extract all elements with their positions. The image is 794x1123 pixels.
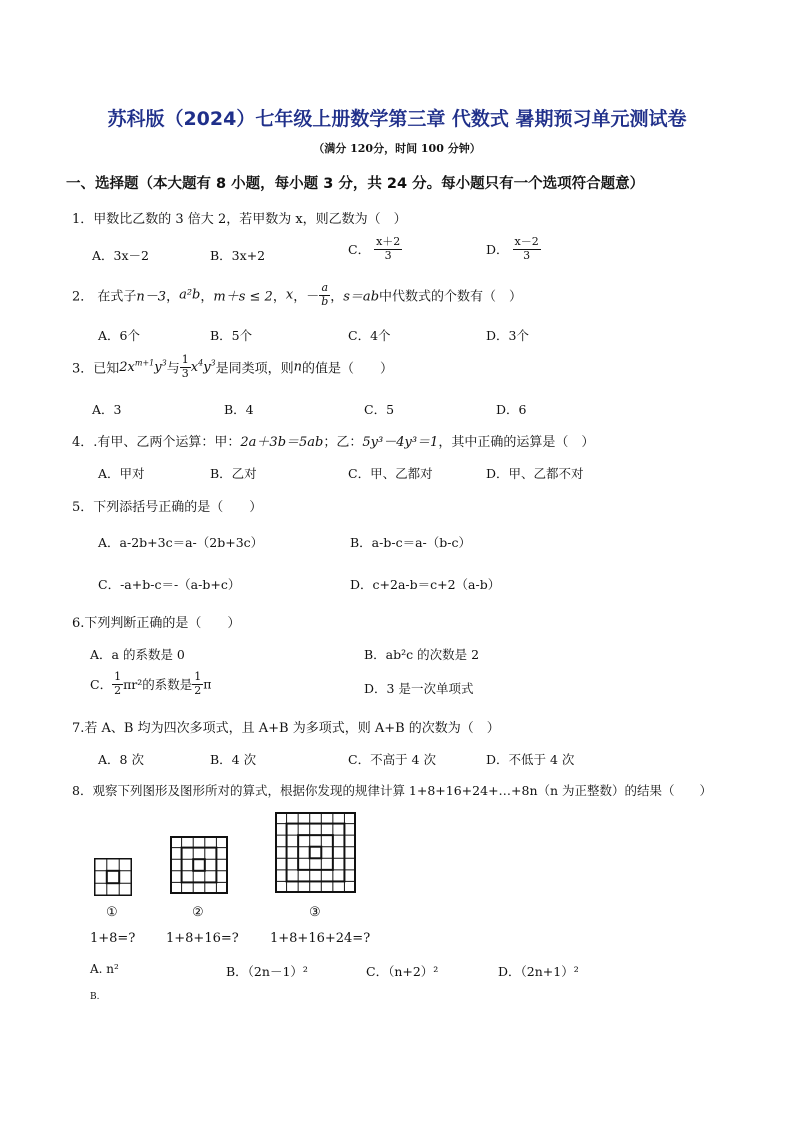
question-6-stem: 6.下列判断正确的是（ ）	[72, 616, 241, 631]
q1-option-b[interactable]: B．3x+2	[210, 248, 266, 263]
q1-option-c[interactable]	[348, 236, 402, 262]
q2-sep: ，	[200, 289, 214, 305]
q2-stem-prefix: 2． 在式子	[72, 289, 137, 305]
figure-1-expression: 1+8=?	[90, 931, 136, 946]
q2-option-a[interactable]: A．6个	[98, 328, 140, 343]
question-7-stem: 7.若 A、B 均为四次多项式，且 A+B 为多项式，则 A+B 的次数为（ ）	[72, 721, 500, 736]
q4-mid: ；乙：	[323, 435, 363, 450]
q3-stem-end: 的值是（ ）	[302, 361, 394, 377]
q3-term1-exp: m+1	[134, 358, 155, 368]
figure-1-grid	[94, 858, 132, 896]
q3-term2-exp: 4	[198, 358, 204, 368]
q4-stem-prefix: 4．.有甲、乙两个运算：甲：	[72, 435, 241, 450]
fraction-denominator: 2	[114, 683, 122, 697]
q4-expr-1: 2a＋3b＝5ab	[240, 435, 324, 450]
q6-option-b[interactable]: B．ab²c 的次数是 2	[364, 647, 480, 662]
q4-stem-suffix: ，其中正确的运算是（ ）	[438, 435, 595, 450]
q2-expr-4: x	[285, 287, 294, 303]
q6-option-d[interactable]: D．3 是一次单项式	[364, 681, 474, 696]
q5-option-d[interactable]: D．c+2a-b＝c+2（a-b）	[350, 577, 501, 592]
q2-fraction	[319, 282, 330, 308]
q8-option-c[interactable]: C．（n+2）²	[366, 964, 439, 979]
figure-2-expression: 1+8+16=?	[166, 931, 239, 946]
q6-c-mid: πr²的系数是	[123, 677, 193, 693]
q4-option-d[interactable]: D．甲、乙都不对	[486, 466, 584, 481]
q8-stray-label: B.	[90, 992, 100, 1002]
q2-expr-1: n－3	[136, 289, 167, 305]
q3-mid: 与	[166, 361, 180, 377]
question-3-stem	[72, 354, 393, 380]
question-1-stem: 1．甲数比乙数的 3 倍大 2，若甲数为 x，则乙数为（ ）	[72, 212, 407, 227]
q1-option-c-label: C．	[348, 242, 371, 258]
q2-sep: ，	[166, 289, 180, 305]
fraction-denominator: 3	[523, 248, 531, 262]
q6-c-fraction-2	[192, 671, 203, 697]
fraction-numerator: x－2	[514, 235, 539, 248]
fraction-numerator: 1	[181, 353, 189, 366]
q3-term1-y: y	[154, 360, 162, 376]
figure-1-label: ①	[106, 905, 118, 920]
q2-option-c[interactable]: C．4个	[348, 328, 391, 343]
figure-3-expression: 1+8+16+24=?	[270, 931, 371, 946]
q3-stem-prefix: 3．已知	[72, 361, 120, 377]
q3-option-b[interactable]: B．4	[224, 402, 254, 417]
q5-option-b[interactable]: B．a-b-c＝a-（b-c）	[350, 535, 471, 550]
q3-term2-y: y	[203, 360, 211, 376]
q6-c-prefix: C．	[90, 677, 113, 693]
question-4-stem	[72, 431, 594, 450]
q7-option-c[interactable]: C．不高于 4 次	[348, 752, 436, 767]
q5-option-c[interactable]: C．-a+b-c＝-（a-b+c）	[98, 577, 241, 592]
q8-option-b[interactable]: B．（2n－1）²	[226, 964, 308, 979]
fraction-numerator: x＋2	[376, 235, 401, 248]
figure-3-label: ③	[309, 905, 321, 920]
q3-term1-base: 2x	[119, 360, 135, 376]
q7-option-a[interactable]: A．8 次	[98, 752, 144, 767]
q3-term-1	[119, 360, 166, 375]
page-title: 苏科版（2024）七年级上册数学第三章 代数式 暑期预习单元测试卷	[107, 108, 687, 130]
q3-fraction	[180, 354, 191, 380]
q3-term1-y-exp: 3	[161, 358, 167, 368]
q6-c-end: π	[203, 676, 212, 692]
q1-option-d-fraction	[513, 236, 541, 262]
fraction-numerator: a	[319, 282, 330, 296]
q3-option-c[interactable]: C．5	[364, 402, 395, 417]
q2-option-d[interactable]: D．3个	[486, 328, 529, 343]
q4-option-a[interactable]: A．甲对	[98, 466, 145, 481]
q3-stem-mid: 是同类项，则	[215, 361, 294, 377]
fraction-denominator: 3	[181, 366, 189, 380]
fraction-numerator: 1	[194, 670, 202, 683]
page-subtitle: （满分 120分，时间 100 分钟）	[313, 142, 481, 155]
q3-var: n	[293, 359, 303, 375]
q4-option-b[interactable]: B．乙对	[210, 466, 257, 481]
fraction-denominator: b	[321, 294, 329, 308]
q1-option-c-fraction	[374, 236, 402, 262]
q2-expr-2: a²b	[179, 287, 201, 303]
q3-term-2	[191, 360, 216, 375]
q2-sep: ，	[272, 289, 286, 305]
q1-option-d[interactable]	[486, 236, 541, 262]
q3-term2-y-exp: 3	[210, 358, 216, 368]
q1-option-d-label: D．	[486, 242, 509, 258]
q2-expr-5: s＝ab	[343, 289, 380, 305]
question-2-stem	[72, 282, 522, 308]
q1-option-a[interactable]: A．3x－2	[92, 248, 149, 263]
q6-option-a[interactable]: A．a 的系数是 0	[90, 647, 185, 662]
fraction-denominator: 3	[384, 248, 392, 262]
q3-term2-base: x	[190, 360, 199, 376]
question-5-stem: 5．下列添括号正确的是（ ）	[72, 500, 263, 515]
figure-2-grid	[170, 836, 228, 894]
section-heading: 一、选择题（本大题有 8 小题，每小题 3 分，共 24 分。每小题只有一个选项符合题意）	[66, 176, 645, 192]
q2-stem-suffix: 中代数式的个数有（ ）	[379, 289, 523, 305]
q6-c-fraction-1	[112, 671, 123, 697]
q8-option-a[interactable]: A. n²	[90, 962, 119, 976]
figure-3-grid	[275, 812, 356, 893]
fraction-numerator: 1	[114, 670, 122, 683]
q7-option-d[interactable]: D．不低于 4 次	[486, 752, 575, 767]
q2-expr-3: m＋s ≤ 2	[213, 289, 273, 305]
q2-option-b[interactable]: B．5个	[210, 328, 253, 343]
q6-option-c[interactable]	[90, 671, 212, 697]
q3-option-d[interactable]: D．6	[496, 402, 527, 417]
q4-option-c[interactable]: C．甲、乙都对	[348, 466, 433, 481]
question-8-stem: 8．观察下列图形及图形所对的算式，根据你发现的规律计算 1+8+16+24+…+8n（n 为正整数）的结果（ ）	[72, 783, 713, 798]
q7-option-b[interactable]: B．4 次	[210, 752, 257, 767]
q5-option-a[interactable]: A．a-2b+3c＝a-（2b+3c）	[98, 535, 264, 550]
figure-2-label: ②	[192, 905, 204, 920]
fraction-denominator: 2	[194, 683, 202, 697]
q2-sep: ，－	[293, 289, 320, 305]
q3-option-a[interactable]: A．3	[92, 402, 122, 417]
q2-sep: ，	[330, 289, 344, 305]
q8-option-d[interactable]: D．（2n+1）²	[498, 964, 579, 979]
q4-expr-2: 5y³－4y³＝1	[362, 435, 439, 450]
